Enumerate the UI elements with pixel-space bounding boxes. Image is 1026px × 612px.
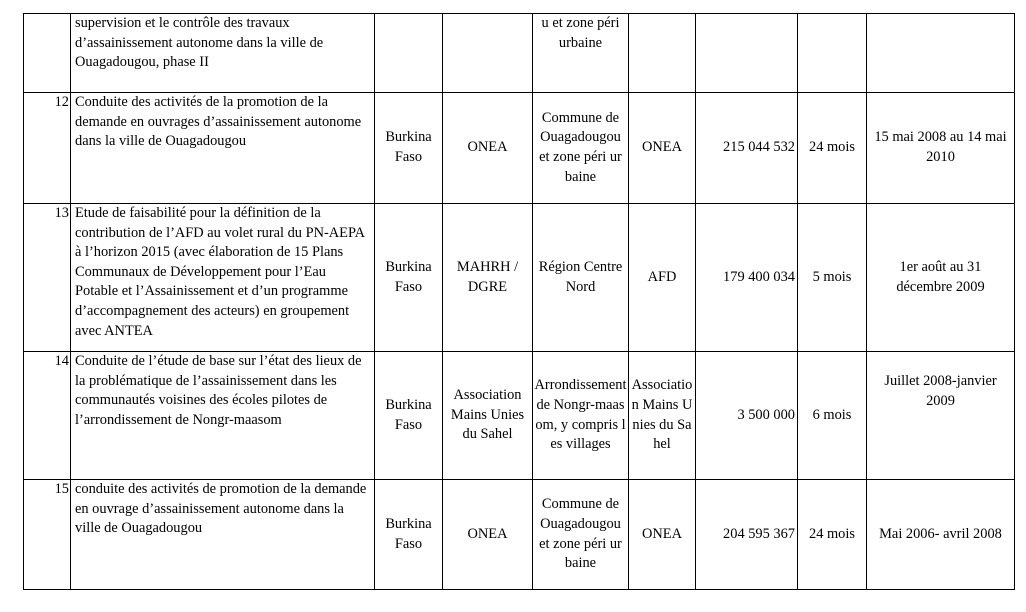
row-location: Arrondissement de Nongr-maasom, y compris les villages — [533, 352, 629, 480]
row-amount: 204 595 367 — [696, 480, 798, 590]
row-amount: 215 044 532 — [696, 93, 798, 204]
row-number: 14 — [24, 352, 71, 480]
table-row — [24, 14, 1015, 93]
row-number: 13 — [24, 204, 71, 352]
row-period: Mai 2006- avril 2008 — [867, 480, 1015, 590]
row-amount: 3 500 000 — [696, 352, 798, 480]
row-number: 12 — [24, 93, 71, 204]
row-duration: 6 mois — [798, 352, 867, 480]
row-client: ONEA — [443, 480, 533, 590]
row-funder: ONEA — [629, 480, 696, 590]
row-description: Conduite de l’étude de base sur l’état des lieux de la problématique de l’assainissement dans les communautés voisines des écoles pilotes de l’arrondissement de Nongr-maasom — [71, 352, 375, 480]
row-period — [867, 14, 1015, 93]
row-amount: 179 400 034 — [696, 204, 798, 352]
row-number — [24, 14, 71, 93]
row-country: Burkina Faso — [375, 352, 443, 480]
table-row — [24, 204, 1015, 352]
row-duration: 5 mois — [798, 204, 867, 352]
row-location: Région Centre Nord — [533, 204, 629, 352]
row-country — [375, 14, 443, 93]
row-period: 1er août au 31 décembre 2009 — [867, 204, 1015, 352]
row-country: Burkina Faso — [375, 480, 443, 590]
row-duration: 24 mois — [798, 480, 867, 590]
row-client — [443, 14, 533, 93]
table-row — [24, 93, 1015, 204]
row-country: Burkina Faso — [375, 204, 443, 352]
row-description: Conduite des activités de la promotion de la demande en ouvrages d’assainissement autonome dans la ville de Ouagadougou — [71, 93, 375, 204]
row-location: u et zone péri urbaine — [533, 14, 629, 93]
row-client: MAHRH / DGRE — [443, 204, 533, 352]
row-duration — [798, 14, 867, 93]
row-location: Commune de Ouagadougou et zone péri urbaine — [533, 93, 629, 204]
row-duration: 24 mois — [798, 93, 867, 204]
row-description: Etude de faisabilité pour la définition de la contribution de l’AFD au volet rural du PN-AEPA à l’horizon 2015 (avec élaboration de 15 Plans Communaux de Développement pour l’Eau Potable et l’Assainissement et d’un programme d’accompagnement des acteurs) en groupement avec ANTEA — [71, 204, 375, 352]
row-description: supervision et le contrôle des travaux d’assainissement autonome dans la ville de Ouagadougou, phase II — [71, 14, 375, 93]
row-number: 15 — [24, 480, 71, 590]
row-description: conduite des activités de promotion de la demande en ouvrage d’assainissement autonome dans la ville de Ouagadougou — [71, 480, 375, 590]
row-location: Commune de Ouagadougou et zone péri urbaine — [533, 480, 629, 590]
table-row — [24, 480, 1015, 590]
row-funder: AFD — [629, 204, 696, 352]
row-period: Juillet 2008-janvier 2009 — [867, 352, 1015, 480]
row-client: ONEA — [443, 93, 533, 204]
table-row — [24, 352, 1015, 480]
row-funder: Association Mains Unies du Sahel — [629, 352, 696, 480]
row-funder: ONEA — [629, 93, 696, 204]
row-period: 15 mai 2008 au 14 mai 2010 — [867, 93, 1015, 204]
row-amount — [696, 14, 798, 93]
row-client: Association Mains Unies du Sahel — [443, 352, 533, 480]
row-funder — [629, 14, 696, 93]
row-country: Burkina Faso — [375, 93, 443, 204]
projects-table — [23, 13, 1015, 590]
